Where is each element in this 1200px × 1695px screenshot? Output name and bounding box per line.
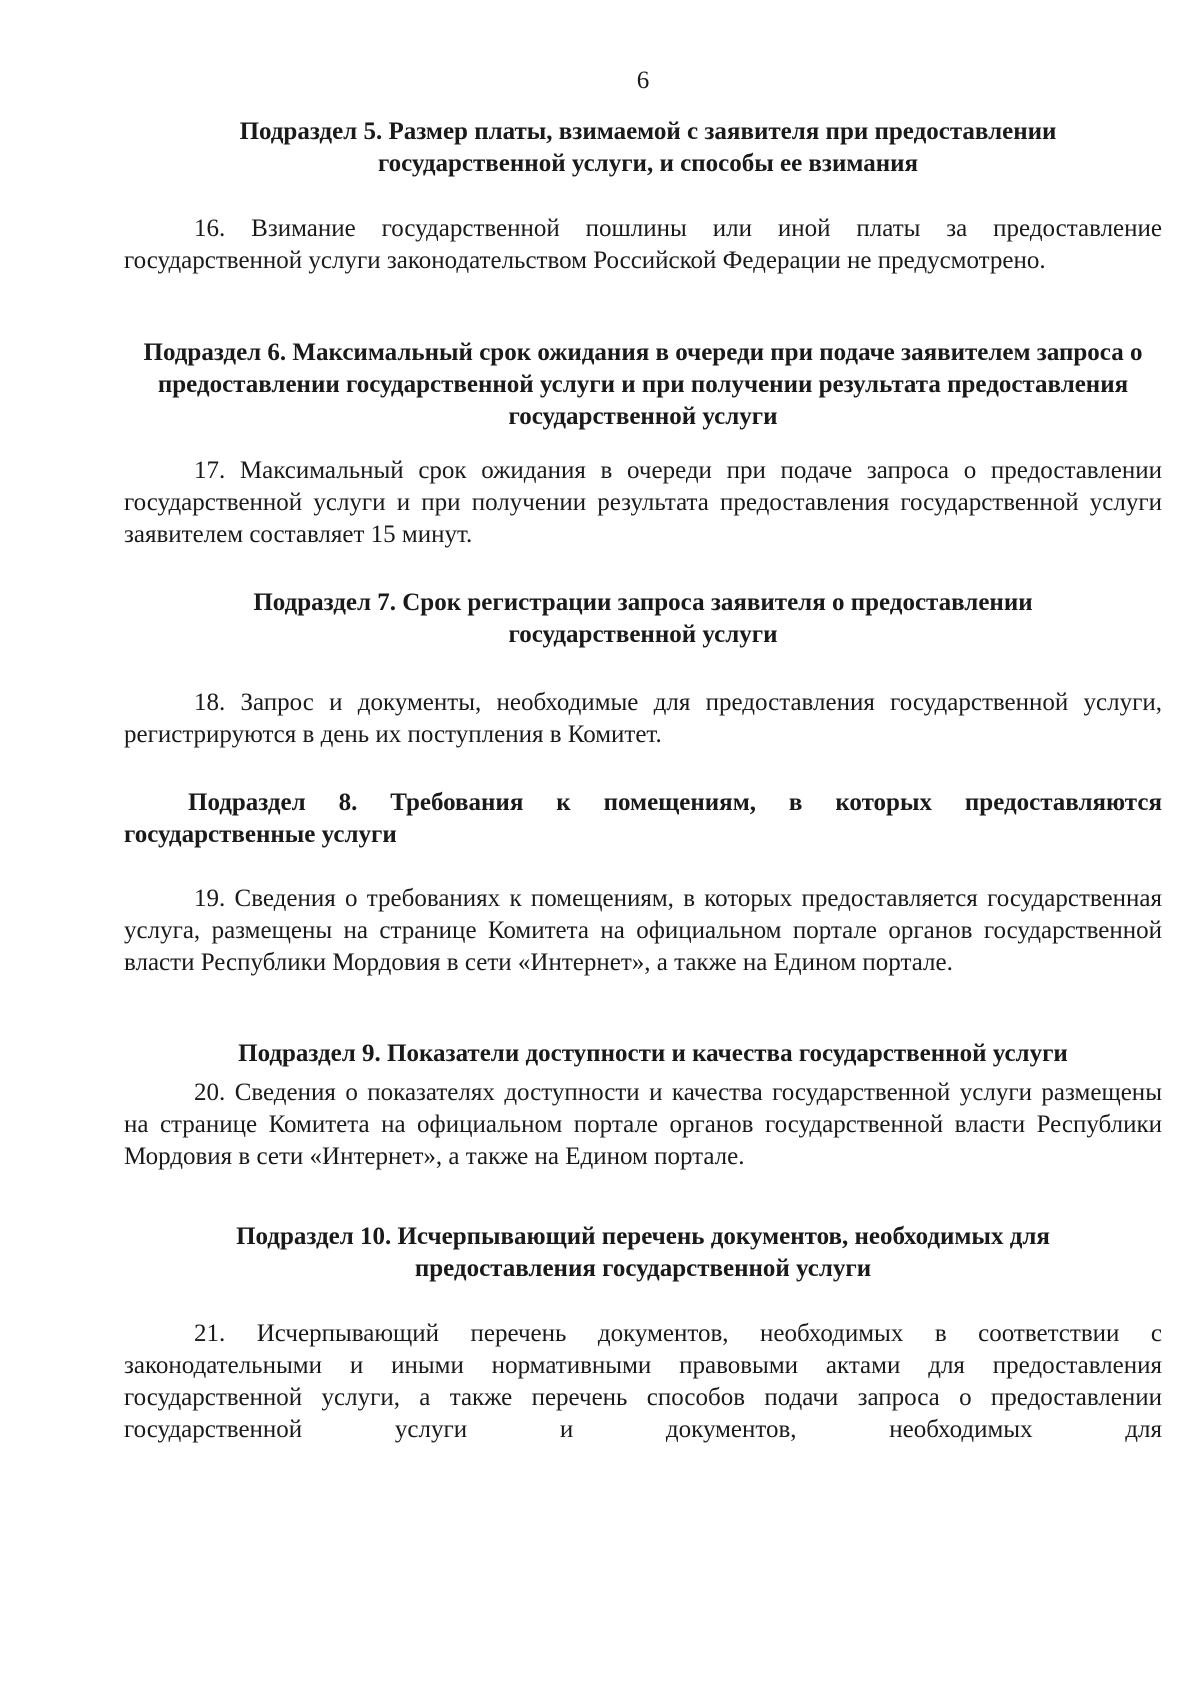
paragraph-19: 19. Сведения о требованиях к помещениям, в которых предоставляется государственная услуга, размещены на странице Комитета на официальном портале органов государственной власти Республики Мордовия в сети «Интернет», а также на Едином портале.	[124, 885, 1162, 976]
page-number: 6	[636, 67, 650, 94]
paragraph-21: 21. Исчерпывающий перечень документов, необходимых в соответствии с законодательными и иными нормативными правовыми актами для предоставления государственной услуги, а также перечень способов подачи запроса о предоставлении государственной услуги и документов, необходимых для	[124, 1320, 1162, 1443]
subsection-8-heading: Подраздел 8. Требования к помещениям, в которых предоставляются государственные услуги	[124, 789, 1162, 848]
subsection-5-heading: Подраздел 5. Размер платы, взимаемой с заявителя при предоставлении государственной услуги, и способы ее взимания	[239, 118, 1057, 177]
document-page	[124, 0, 1162, 1695]
paragraph-18: 18. Запрос и документы, необходимые для предоставления государственной услуги, регистрируются в день их поступления в Комитет.	[124, 689, 1162, 748]
subsection-6-heading: Подраздел 6. Максимальный срок ожидания в очереди при подаче заявителем запроса о предоставлении государственной услуги и при получении результата предоставления государственной услуги	[143, 339, 1143, 430]
subsection-10-heading: Подраздел 10. Исчерпывающий перечень документов, необходимых для предоставления государственной услуги	[236, 1223, 1050, 1282]
paragraph-20: 20. Сведения о показателях доступности и качества государственной услуги размещены на странице Комитета на официальном портале органов государственной власти Республики Мордовия в сети «Интернет», а также на Едином портале.	[124, 1079, 1162, 1170]
subsection-9-heading: Подраздел 9. Показатели доступности и качества государственной услуги	[238, 1040, 1068, 1067]
paragraph-16: 16. Взимание государственной пошлины или иной платы за предоставление государственной услуги законодательством Российской Федерации не предусмотрено.	[124, 215, 1162, 274]
subsection-7-heading: Подраздел 7. Срок регистрации запроса заявителя о предоставлении государственной услуги	[253, 589, 1033, 648]
paragraph-17: 17. Максимальный срок ожидания в очереди при подаче запроса о предоставлении государственной услуги и при получении результата предоставления государственной услуги заявителем составляет 15 минут.	[124, 457, 1162, 548]
